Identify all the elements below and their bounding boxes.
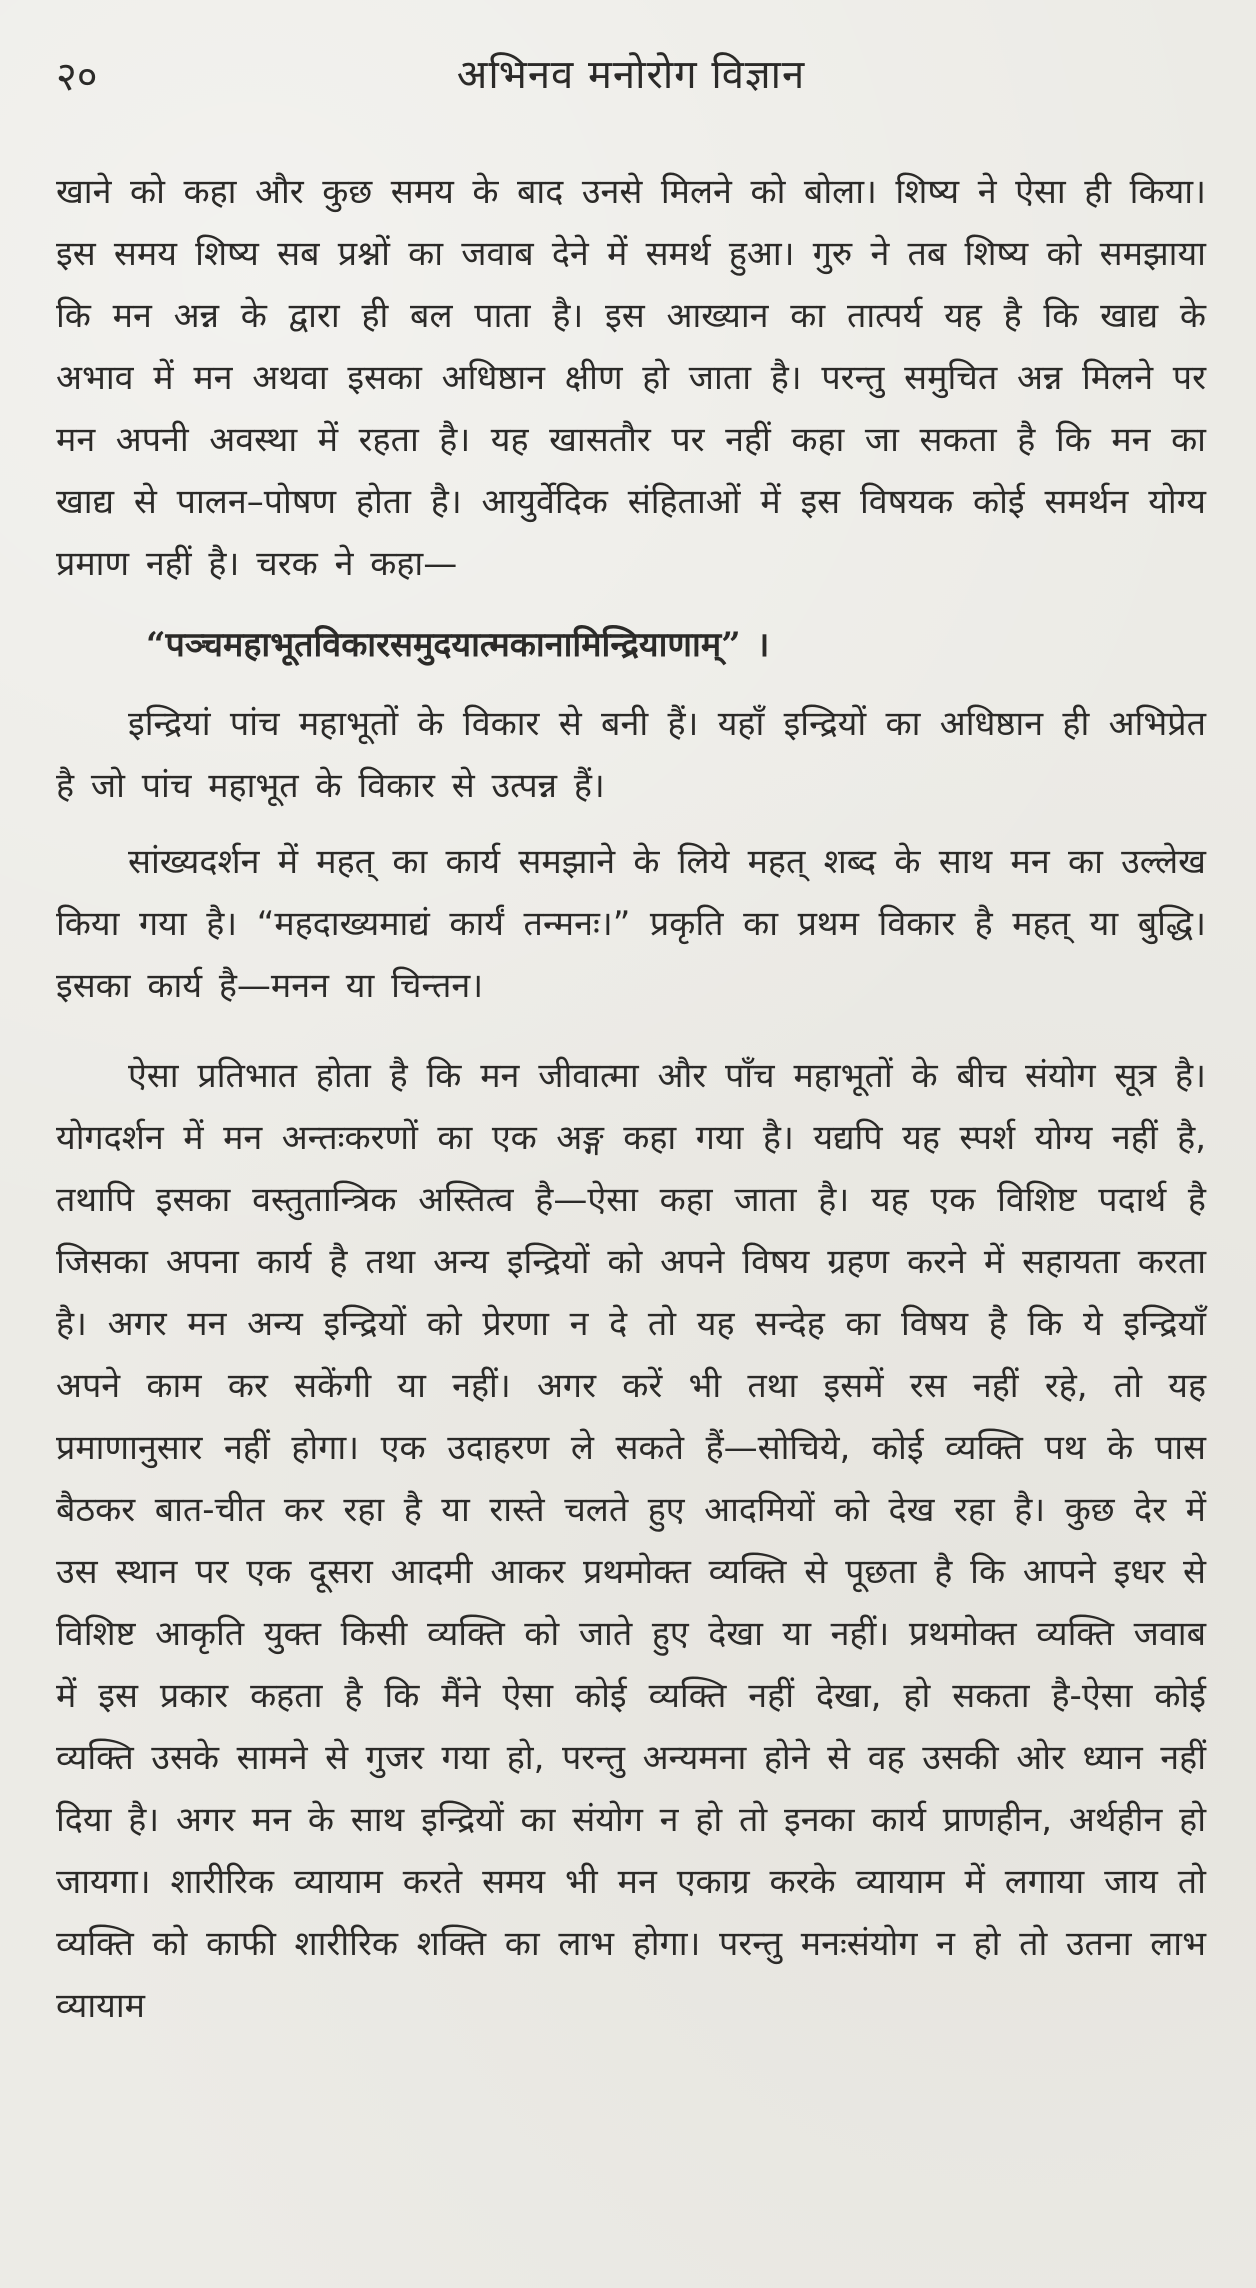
page-number: २० xyxy=(56,54,98,100)
paragraph-1: खाने को कहा और कुछ समय के बाद उनसे मिलने को बोला। शिष्य ने ऐसा ही किया। इस समय शिष्य सब प्रश्नों का जवाब देने में समर्थ हुआ। गुरु ने तब शिष्य को समझाया कि मन अन्न के द्वारा ही बल पाता है। इस आख्यान का तात्पर्य यह है कि खाद्य के अभाव में मन अथवा इसका अधिष्ठान क्षीण हो जाता है। परन्तु समुचित अन्न मिलने पर मन अपनी अवस्था में रहता है। यह खासतौर पर नहीं कहा जा सकता है कि मन का खाद्य से पालन–पोषण होता है। आयुर्वेदिक संहिताओं में इस विषयक कोई समर्थन योग्य प्रमाण नहीं है। चरक ने कहा— xyxy=(56,172,1206,584)
paragraph-3: सांख्यदर्शन में महत् का कार्य समझाने के लिये महत् शब्द के साथ मन का उल्लेख किया गया है। “महदाख्यमाद्यं कार्यं तन्मनः।” प्रकृति का प्रथम विकार है महत् या बुद्धि। इसका कार्य है—मनन या चिन्तन। xyxy=(56,842,1206,1006)
paragraph-2: इन्द्रियां पांच महाभूतों के विकार से बनी हैं। यहाँ इन्द्रियों का अधिष्ठान ही अभिप्रेत है जो पांच महाभूत के विकार से उत्पन्न हैं। xyxy=(56,704,1206,806)
running-title: अभिनव मनोरोग विज्ञान xyxy=(456,52,806,98)
paragraph-4: ऐसा प्रतिभात होता है कि मन जीवात्मा और पाँच महाभूतों के बीच संयोग सूत्र है। योगदर्शन में मन अन्तःकरणों का एक अङ्ग कहा गया है। यद्यपि यह स्पर्श योग्य नहीं है, तथापि इसका वस्तुतान्त्रिक अस्तित्व है—ऐसा कहा जाता है। यह एक विशिष्ट पदार्थ है जिसका अपना कार्य है तथा अन्य इन्द्रियों को अपने विषय ग्रहण करने में सहायता करता है। अगर मन अन्य इन्द्रियों को प्रेरणा न दे तो यह सन्देह का विषय है कि ये इन्द्रियाँ अपने काम कर सकेंगी या नहीं। अगर करें भी तथा इसमें रस नहीं रहे, तो यह प्रमाणानुसार नहीं होगा। एक उदाहरण ले सकते हैं—सोचिये, कोई व्यक्ति पथ के पास बैठकर बात-चीत कर रहा है या रास्ते चलते हुए आदमियों को देख रहा है। कुछ देर में उस स्थान पर एक दूसरा आदमी आकर प्रथमोक्त व्यक्ति से पूछता है कि आपने इधर से विशिष्ट आकृति युक्त किसी व्यक्ति को जाते हुए देखा या नहीं। प्रथमोक्त व्यक्ति जवाब में इस प्रकार कहता है कि मैंने ऐसा कोई व्यक्ति नहीं देखा, हो सकता है-ऐसा कोई व्यक्ति उसके सामने से गुजर गया हो, परन्तु अन्यमना होने से वह उसकी ओर ध्यान नहीं दिया है। अगर मन के साथ इन्द्रियों का संयोग न हो तो इनका कार्य प्राणहीन, अर्थहीन हो जायगा। शारीरिक व्यायाम करते समय भी मन एकाग्र करके व्यायाम में लगाया जाय तो व्यक्ति को काफी शारीरिक शक्ति का लाभ होगा। परन्तु मनःसंयोग न हो तो उतना लाभ व्यायाम xyxy=(56,1056,1206,2026)
page-header xyxy=(56,52,1206,125)
sanskrit-quote: “पञ्चमहाभूतविकारसमुदयात्मकानामिन्द्रियाणाम्” । xyxy=(146,625,770,665)
page-content xyxy=(56,161,1206,2037)
